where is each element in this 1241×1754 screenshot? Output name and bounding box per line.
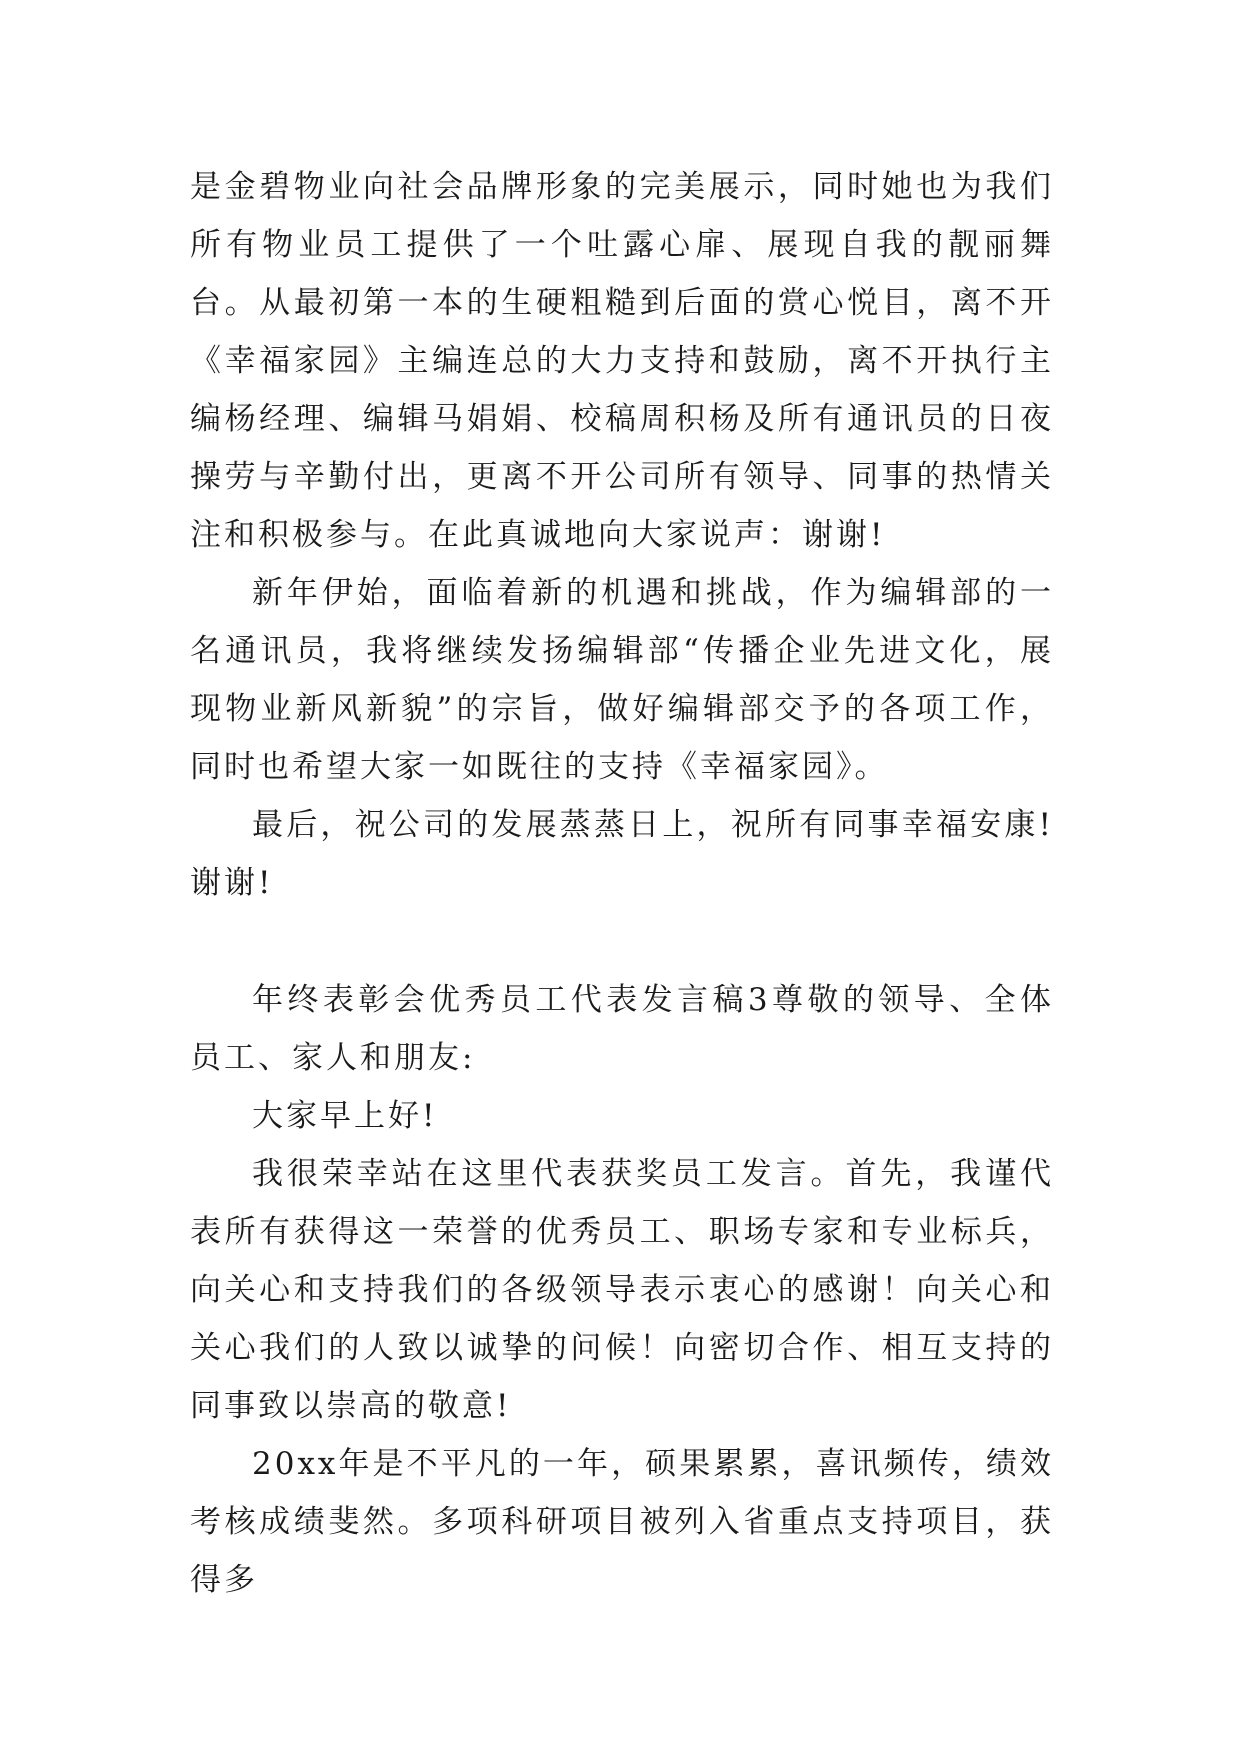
paragraph-year-review: 20xx年是不平凡的一年，硕果累累，喜讯频传，绩效考核成绩斐然。多项科研项目被列入省重点支持项目，获得多 — [190, 1446, 1054, 1598]
speech-title-greeting: 年终表彰会优秀员工代表发言稿3尊敬的领导、全体员工、家人和朋友: — [190, 982, 1054, 1076]
body-section-1 — [190, 158, 1054, 912]
paragraph-new-year: 新年伊始，面临着新的机遇和挑战，作为编辑部的一名通讯员，我将继续发扬编辑部“传播企业先进文化，展现物业新风新貌”的宗旨，做好编辑部交予的各项工作，同时也希望大家一如既往的支持《幸福家园》。 — [190, 575, 1054, 785]
body-section-2 — [190, 971, 1054, 1609]
paragraph-closing-wishes: 最后，祝公司的发展蒸蒸日上，祝所有同事幸福安康!谢谢! — [190, 807, 1054, 901]
paragraph-good-morning: 大家早上好! — [252, 1098, 438, 1134]
paragraph-thanks: 我很荣幸站在这里代表获奖员工发言。首先，我谨代表所有获得这一荣誉的优秀员工、职场专家和专业标兵，向关心和支持我们的各级领导表示衷心的感谢！向关心和关心我们的人致以诚挚的问候！向密切合作、相互支持的同事致以崇高的敬意! — [190, 1156, 1054, 1424]
paragraph-continuation: 是金碧物业向社会品牌形象的完美展示，同时她也为我们所有物业员工提供了一个吐露心扉、展现自我的靓丽舞台。从最初第一本的生硬粗糙到后面的赏心悦目，离不开《幸福家园》主编连总的大力支持和鼓励，离不开执行主编杨经理、编辑马娟娟、校稿周积杨及所有通讯员的日夜操劳与辛勤付出，更离不开公司所有领导、同事的热情关注和积极参与。在此真诚地向大家说声：谢谢! — [190, 169, 1054, 553]
